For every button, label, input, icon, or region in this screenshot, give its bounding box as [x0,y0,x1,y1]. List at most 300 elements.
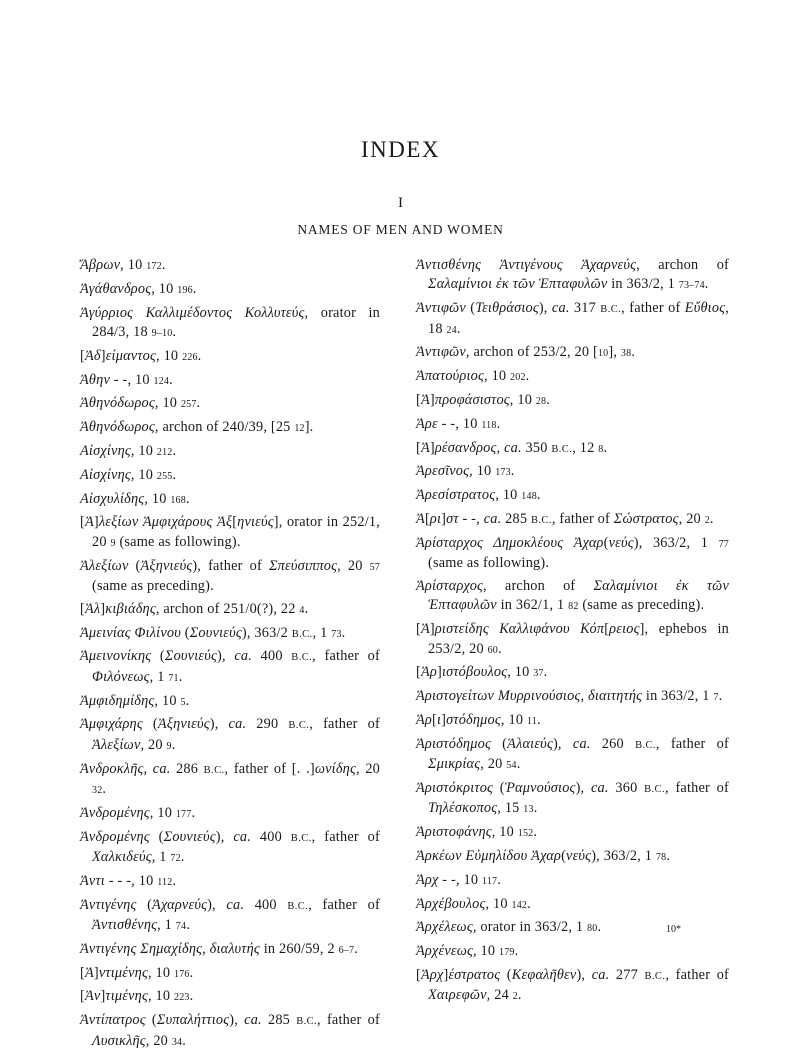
entry-segment: [ [432,711,437,728]
entry-segment: Ἀντιγένης Σημαχίδης, διαλυτής [80,940,264,957]
entry-segment: 37 [533,668,544,680]
entry-segment: 226 [182,351,198,363]
entry-segment: Ῥαμνούσιος [504,779,576,796]
entry-segment: 10 [155,964,174,981]
entry-segment: Ἀρεσίστρατος, [416,487,503,504]
entry-segment: 255 [156,470,173,482]
entry-segment: , 12 [572,439,599,456]
entry-segment: Κεφαλῆθεν [511,966,577,983]
index-entry [80,896,380,937]
entry-segment: 10 [499,824,518,841]
entry-segment: Ἀρχέλεως, [416,919,481,936]
index-entry [80,647,380,688]
index-entry [416,735,729,776]
entry-segment: στ - -, ca. [446,510,506,527]
entry-segment: [ [80,964,85,981]
entry-segment: , father of [312,648,380,665]
entry-segment: ), [207,896,227,913]
entry-segment: Ἀδ [84,347,101,364]
index-entry [416,823,729,843]
entry-segment: B.C. [203,764,225,776]
entry-segment: 1 [159,848,171,865]
index-entry [416,415,729,435]
entry-segment: Ἀρκέων Εὐμηλίδου Ἀχαρ [416,847,562,864]
entry-segment: ] [100,347,106,364]
entry-segment: B.C. [551,443,573,455]
entry-segment: B.C. [600,304,622,316]
entry-segment: Ἀντίπατρος [80,1012,152,1029]
entry-segment: ], orator in 252/1, 20 [92,514,380,550]
entry-segment: ), [538,300,552,317]
entry-segment: 18 [428,320,447,337]
entry-segment: ), [215,828,234,845]
entry-segment: Σμικρίας, [428,756,488,773]
entry-segment: [ [416,966,421,983]
entry-segment: . [171,736,176,753]
entry-segment: . [161,257,166,273]
entry-segment: . [527,895,531,912]
entry-segment: ρειος [609,621,640,638]
entry-segment: Ἀξηνιεύς [140,557,193,574]
entry-segment: Ἀρχένεως, [416,943,481,960]
entry-segment: [ [416,664,421,681]
entry-segment: ca. [551,300,574,317]
entry-segment: 360 [615,779,645,796]
entry-segment: ] [93,964,99,981]
entry-segment: ( [499,779,505,796]
index-entry [80,371,380,391]
entry-segment: . [196,395,201,412]
entry-segment: 285 [505,510,531,527]
index-entry [416,510,729,530]
entry-segment: 10 [161,692,181,709]
entry-segment: archon of 240/39, [25 [162,419,295,436]
entry-segment: ( [152,716,158,733]
entry-segment: 317 [573,300,601,317]
entry-segment: Ἀντι - - -, [80,872,139,889]
entry-segment: ca. [228,716,257,733]
entry-segment: Ἀ [420,392,430,408]
entry-segment: ] [436,664,442,681]
entry-segment: . [304,600,309,617]
entry-segment: ( [502,735,508,752]
entry-segment: ( [470,300,476,317]
entry-segment: Ἀρχέβουλος, [416,895,494,912]
entry-segment: είμαντος, [105,347,164,364]
index-entry [80,442,380,462]
entry-segment: 10 [502,487,522,504]
index-entry [80,304,380,344]
index-entry [416,462,729,482]
index-entry [80,872,380,892]
entry-segment: ] [93,514,99,531]
entry-segment: . [182,1032,186,1049]
entry-segment: in 362/1, 1 [500,597,569,614]
entry-segment: ( [506,966,512,983]
entry-segment: 20 [487,756,507,773]
entry-segment: , father of [308,896,380,913]
entry-segment: 10 [463,871,482,888]
entry-segment: . [709,510,714,527]
entry-segment: 260 [601,735,636,752]
entry-segment: ]. [304,419,314,436]
entry-segment: . [172,466,177,483]
index-entry [416,847,729,867]
index-entry [80,964,380,984]
entry-segment: 400 [254,896,288,913]
entry-segment: [ [424,510,430,527]
entry-segment: ( [184,624,190,641]
entry-segment: 74 [175,920,187,932]
entry-segment: ), [552,735,573,752]
entry-segment: B.C. [291,652,313,664]
entry-segment: 350 [525,439,552,456]
entry-segment: Ἀρε - -, [416,415,463,432]
index-entry [416,687,729,707]
entry-segment: 400 [259,828,291,845]
index-entry [416,779,729,820]
entry-segment: 168 [170,494,186,506]
entry-segment: 10 [135,371,154,388]
index-entry [416,918,729,938]
entry-segment: 10 [517,392,536,408]
index-entry [80,466,380,486]
entry-segment: . [102,780,107,797]
entry-segment: Ἀγύρριος Καλλιμέδοντος Κολλυτεύς, [80,304,321,321]
entry-segment: . [514,943,519,960]
entry-segment: (same as preceding). [578,597,705,614]
entry-segment: 8 [598,443,604,455]
entry-segment: . [543,664,548,681]
entry-segment: [ [80,514,85,531]
entry-segment: . [172,324,177,340]
entry-segment: 7 [713,692,719,704]
entry-segment: . [704,276,709,293]
entry-segment: . [603,439,608,456]
entry-segment: Εὔθιος, [684,300,729,317]
entry-segment: Ἀθην - -, [80,371,136,388]
entry-segment: 10 [155,988,174,1005]
entry-segment: Φιλόνεως, [92,668,158,685]
entry-segment: 177 [175,808,192,820]
entry-segment: 11 [526,715,537,727]
index-entry [80,692,380,712]
index-entry [80,600,380,620]
index-entry [416,663,729,683]
entry-segment: 10 [508,711,527,728]
entry-segment: 77 [718,538,729,550]
entry-segment: ριστείδης Καλλιφάνου Κόπ [434,621,605,638]
entry-segment: ( [151,1012,157,1029]
entry-segment: ] [100,600,106,617]
index-entry [416,895,729,915]
entry-segment: . [172,442,177,459]
entry-segment: [ [604,621,610,638]
entry-segment: έστρατος [448,966,507,983]
entry-segment: . [546,392,551,408]
index-entry [80,804,380,824]
entry-segment: 38 [620,348,632,360]
entry-segment: Ἀμεινίας Φιλίνου [80,624,185,641]
entry-segment: (same as following). [115,533,241,550]
entry-segment: νεύς [608,534,634,551]
entry-segment: ( [158,828,164,845]
entry-segment: . [180,848,185,865]
entry-segment: ca. [226,896,255,913]
section-title: NAMES OF MEN AND WOMEN [297,222,504,237]
entry-segment: Ἀ [420,621,430,638]
entry-segment: Ἀ [84,964,94,981]
entry-segment: . [189,988,194,1005]
entry-segment: 10 [151,490,171,507]
entry-segment: 2 [704,514,710,526]
entry-segment: 1 [164,916,176,933]
index-entry [416,486,729,506]
entry-segment: ( [147,896,153,913]
entry-segment: Σπεύσιππος, [268,557,348,574]
entry-segment: ] [441,510,447,527]
entry-segment: Ἀλ [84,600,101,617]
entry-segment: Ἀμφιδημίδης, [80,692,162,709]
index-entry [80,828,380,869]
index-entry [80,760,380,801]
entry-segment: , father of [551,510,614,527]
entry-segment: 118 [481,419,497,431]
entry-segment: ι [436,711,442,728]
entry-segment: B.C. [635,739,656,751]
entry-segment: Ἀμεινονίκης [80,648,160,665]
entry-segment: ca. [234,648,261,665]
entry-segment: ] [441,711,447,728]
entry-segment: Ἀ [84,514,94,531]
entry-segment: Ἀριστόκριτος [416,779,500,796]
entry-segment: . [497,871,502,888]
entry-segment: ), 363/2, 1 [633,534,719,551]
entry-segment: . [341,624,346,641]
entry-segment: 10 [163,347,183,364]
index-entry [80,557,380,597]
entry-segment: 20 [365,760,381,777]
entry-segment: Λυσικλῆς, [92,1032,154,1049]
entry-segment: 12 [294,423,305,435]
index-entry [416,256,729,296]
entry-segment: 20 [686,510,705,527]
entry-segment: 257 [180,399,197,411]
entry-segment: 172 [146,261,162,272]
entry-segment: B.C. [290,832,312,844]
entry-segment: στόδημος, [446,711,509,728]
entry-segment: 9 [110,537,116,549]
entry-segment: . [533,800,538,817]
entry-segment: Ἀ [416,510,425,527]
entry-segment: . [597,919,602,936]
entry-segment: [ [416,621,421,638]
index-entry [80,513,380,553]
entry-segment: 173 [495,467,511,479]
entry-segment: 71 [168,672,179,684]
index-entry [416,391,729,411]
page-number: 10* [666,924,681,935]
entry-segment: 142 [511,899,528,911]
index-entry [80,418,380,438]
entry-segment: Σουνιεύς [164,648,217,665]
index-entry [80,940,380,960]
entry-segment: 124 [153,375,170,387]
entry-segment: . [169,371,173,388]
entry-segment: ( [135,557,141,574]
entry-segment: archon of 253/2, 20 [ [473,344,598,361]
entry-segment: 10 [480,943,500,960]
entry-segment: 10 [476,463,496,480]
entry-segment: [ [416,439,421,456]
entry-segment: . [185,692,190,709]
entry-segment: , father of [621,300,685,317]
entry-segment: 277 [615,966,645,983]
entry-segment: 112 [157,876,173,888]
entry-segment: κιβιάδης, [105,600,164,617]
entry-segment: 13 [523,804,534,816]
entry-segment: Ἄβρων, [80,257,128,273]
page-title: INDEX [360,137,441,162]
index-entry [80,987,380,1007]
entry-segment: ca. [233,828,260,845]
entry-segment: 10 [462,415,482,432]
entry-segment: 176 [174,968,190,980]
entry-segment: 10 [138,466,157,483]
entry-segment: [ [232,514,238,531]
entry-segment: 32 [92,784,103,796]
entry-segment: ωνίδης, [314,760,366,777]
entry-segment: τιμένης, [105,988,156,1005]
entry-segment: 24 [446,324,457,336]
entry-segment: in 363/2, 1 [611,276,679,293]
entry-segment: B.C. [291,628,313,640]
entry-segment: . [496,415,501,432]
entry-segment: [ [80,988,85,1005]
entry-segment: ca. [572,735,602,752]
entry-segment: Ἀξηνιεύς [157,716,210,733]
index-entry [416,367,729,387]
entry-segment: ca. [591,779,616,796]
entry-segment: ), [217,648,235,665]
entry-segment: 179 [499,947,515,959]
entry-segment: 212 [156,446,173,458]
entry-segment: Ἀθηνόδωρος, [80,419,163,436]
entry-segment: . [666,847,671,864]
entry-segment: Ἁλαιεύς [507,735,553,752]
entry-segment: . [197,347,202,364]
entry-segment: 223 [174,992,190,1004]
entry-segment: Ἀ [420,439,430,456]
entry-segment: Σώστρατος, [613,510,687,527]
index-entry [416,711,729,731]
entry-segment: ), father of [192,557,269,574]
entry-segment: Ἀν [84,988,101,1005]
entry-segment: Αἰσχίνης, [80,466,139,483]
entry-segment: B.C. [288,720,310,732]
entry-segment: 57 [369,561,380,573]
entry-segment: ], [608,344,621,361]
section-numeral: I [398,195,403,211]
index-entry [80,624,380,644]
entry-segment: Ἀρχ [420,966,444,983]
entry-segment: ] [429,392,435,408]
entry-segment: λεξίων Ἀμφιχάρους Ἀξ [98,514,233,531]
entry-segment: 9–10 [151,328,173,339]
index-entry [80,347,380,367]
entry-segment: 290 [256,716,289,733]
entry-segment: Ἀντισθένης, [92,916,165,933]
index-entry [416,343,729,363]
entry-segment: Ἀντιφῶν [416,300,471,317]
entry-segment: 10 [493,895,512,912]
entry-segment: ] [429,621,435,638]
entry-segment: 54 [506,760,517,772]
entry-segment: Ἀγάθανδρος, [80,280,159,297]
entry-segment: ca. [591,966,616,983]
index-entry [80,256,380,276]
entry-segment: ] [443,966,449,983]
entry-segment: 80 [587,923,598,935]
entry-segment: Ἀριστόδημος [416,735,503,752]
entry-segment: , father of [309,716,380,733]
entry-segment: 4 [299,604,305,616]
entry-segment: 73 [331,628,342,640]
entry-segment: in 260/59, 2 [263,940,339,957]
entry-segment: ] [429,439,435,456]
entry-segment: 10 [158,280,178,297]
entry-segment: Ἀλεξίων, [92,736,149,753]
entry-segment: Ἀντιφῶν, [416,344,474,361]
entry-segment: archon of 251/0(?), 22 [163,600,300,617]
entry-segment: B.C. [644,783,665,795]
index-entry [416,942,729,962]
entry-segment: Ἀμφιχάρης [80,716,153,733]
index-entry [416,966,729,1007]
entry-segment: 60 [487,644,498,656]
entry-segment: Ἀθηνόδωρος, [80,395,163,412]
entry-segment: 117 [482,875,498,887]
entry-segment: . [631,344,636,361]
entry-segment: 10 [514,664,534,681]
index-entry [80,1011,380,1052]
entry-segment: , father of [311,828,380,845]
entry-segment: orator in 363/2, 1 [480,919,588,936]
entry-segment: ca. [244,1012,268,1029]
entry-segment: . [185,490,190,507]
entry-segment: . [517,987,522,1004]
entry-segment: Τειθράσιος [475,300,539,317]
entry-segment: Ἀρίσταρχος, [416,577,505,594]
entry-segment: Ἀχαρνεύς [152,896,208,913]
entry-segment: . [191,804,196,821]
entry-segment: 196 [177,284,193,296]
entry-segment: ], ephebos in 253/2, 20 [428,621,729,657]
entry-segment: ( [159,648,165,665]
entry-segment: 15 [504,800,524,817]
entry-segment: Συπαλήττιος [156,1012,230,1029]
entry-segment: orator in 284/3, 18 [92,304,380,340]
entry-segment: . [189,964,194,981]
index-entry [416,534,729,574]
entry-segment: archon of [504,577,594,594]
entry-segment: ιστόβουλος, [441,664,515,681]
entry-segment: 285 [267,1012,297,1029]
entry-segment: [ [80,347,85,364]
entry-segment: , father of [317,1012,380,1029]
entry-segment: 10 [162,395,181,412]
entry-segment: 24 [494,987,513,1004]
